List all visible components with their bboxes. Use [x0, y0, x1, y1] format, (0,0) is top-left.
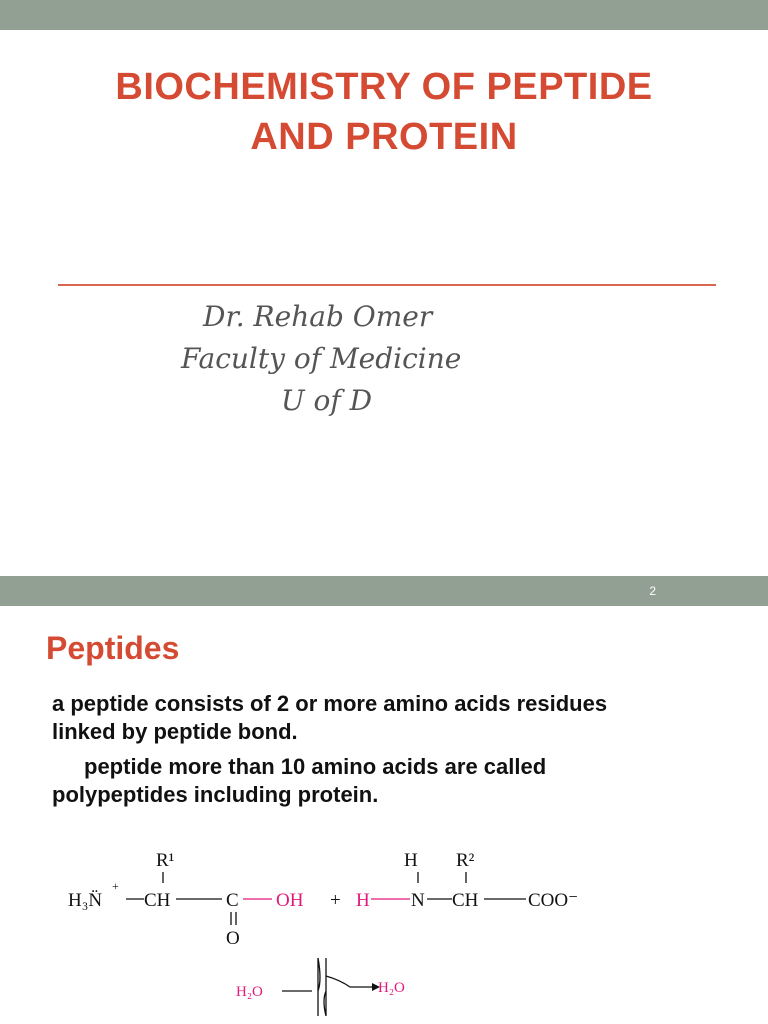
peptide-bond-reaction-diagram — [0, 830, 768, 1024]
reaction-oh: OH — [276, 890, 304, 911]
slide-title-line-1: BIOCHEMISTRY OF PEPTIDE — [115, 66, 653, 108]
reaction-plus: + — [330, 890, 341, 911]
reaction-ch-1: CH — [144, 890, 171, 911]
paragraph-1-line-2: linked by peptide bond. — [52, 719, 298, 744]
author-university: U of D — [281, 384, 373, 417]
reaction-ammonium: H₃N̈ — [68, 890, 103, 911]
paragraph-2-line-1: peptide more than 10 amino acids are called — [84, 754, 547, 779]
paragraph-2-line-2: polypeptides including protein. — [52, 782, 379, 807]
arrow-right-curve — [326, 976, 372, 987]
slide-2-header-band — [0, 576, 768, 606]
slide-top-band — [0, 0, 768, 30]
reaction-ch-2: CH — [452, 890, 479, 911]
reaction-r1: R¹ — [156, 850, 175, 871]
ammonium-charge: + — [112, 879, 119, 893]
title-divider — [58, 284, 716, 286]
reaction-r2: R² — [456, 850, 475, 871]
reaction-o: O — [226, 928, 240, 949]
reaction-c: C — [226, 890, 239, 911]
water-left: H₂O — [236, 984, 263, 1000]
water-right: H₂O — [378, 980, 405, 996]
slide-number: 2 — [649, 584, 656, 598]
reaction-h: H — [356, 890, 370, 911]
reaction-n: N — [411, 890, 425, 911]
slide-heading: Peptides — [46, 630, 180, 666]
author-name: Dr. Rehab Omer — [203, 300, 433, 333]
reaction-coo: COO⁻ — [528, 890, 579, 911]
equilibrium-arrows — [318, 958, 326, 1016]
author-faculty: Faculty of Medicine — [181, 342, 462, 375]
reaction-h-top: H — [404, 850, 418, 871]
slide-title-line-2: AND PROTEIN — [250, 116, 518, 158]
paragraph-1-line-1: a peptide consists of 2 or more amino acids residues — [52, 691, 608, 716]
